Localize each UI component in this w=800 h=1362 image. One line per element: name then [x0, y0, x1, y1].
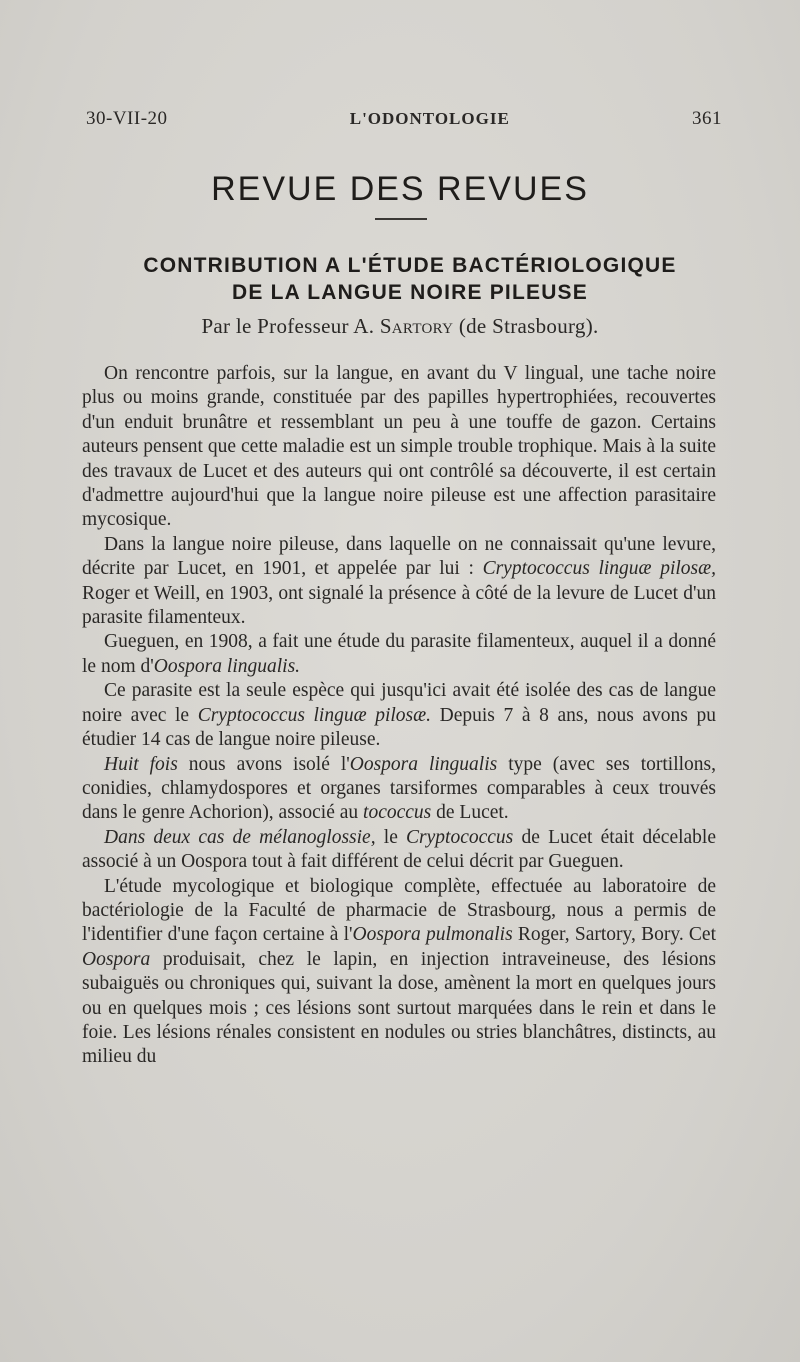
text-run: le: [375, 826, 407, 848]
body-paragraph: [82, 533, 716, 631]
body-paragraph: [82, 679, 716, 752]
body-paragraph: [82, 875, 716, 1070]
text-run: de Lucet était décelable associé à un Oospora tout à fait différent de celui décrit par Gueguen.: [82, 826, 717, 873]
text-run: Gueguen, en 1908, a fait une étude du parasite filamenteux, auquel il a donné le nom d': [82, 631, 716, 677]
italic-run: Oospora: [82, 948, 151, 970]
section-title: REVUE DES REVUES: [211, 170, 589, 208]
text-run: Roger, Sartory, Bory. Cet: [512, 924, 716, 946]
italic-run: Cryptococcus: [406, 826, 514, 848]
body-paragraph: [82, 362, 716, 533]
text-run: On rencontre parfois, sur la langue, en avant du V lingual, une tache noire plus ou moins grande, constituée par des papilles hypertrophiées, recouvertes d'un enduit brunâtre et ressemblant un peu à une touffe de gazon. Certains auteurs pensent que cette maladie est un simple trouble trophique. Mais à la suite des travaux de Lucet et des auteurs qui ont contrôlé sa découverte, il est certain d'admettre aujourd'hui que la langue noire pileuse est une affection parasitaire mycosique.: [82, 363, 716, 531]
article-title-line-1: CONTRIBUTION A L'ÉTUDE BACTÉRIOLOGIQUE: [143, 254, 677, 277]
byline-prefix: Par le Professeur A.: [201, 314, 375, 338]
text-run: nous avons isolé l': [177, 753, 350, 775]
body-paragraph: [82, 753, 716, 826]
body-paragraph: [82, 826, 716, 875]
body-paragraph: [82, 630, 716, 679]
text-run: de Lucet.: [431, 802, 509, 824]
journal-title: L'ODONTOLOGIE: [349, 109, 510, 128]
italic-run: Huit fois: [104, 753, 178, 775]
italic-run: Dans deux cas de mélanoglossie,: [104, 826, 376, 848]
italic-run: tococcus: [363, 802, 432, 824]
running-head: [86, 108, 722, 130]
italic-run: Cryptococcus linguæ pilosæ,: [482, 558, 716, 580]
issue-date: 30-VII-20: [86, 108, 168, 129]
italic-run: Oospora lingualis: [349, 753, 498, 775]
text-run: Depuis 7 à 8 ans, nous avons pu étudier 14 cas de langue noire pileuse.: [82, 704, 716, 751]
text-run: produisait, chez le lapin, en injection intraveineuse, des lésions subaiguës ou chroniques qui, suivant la dose, amènent la mort en quelques jours ou en quelques mois ; ces lésions sont surtout marquées dans le rein et dans le foie. Les lésions rénales consistent en nodules ou stries blanchâtres, distincts, au milieu du: [82, 948, 716, 1068]
title-rule: [375, 218, 427, 220]
text-run: L'étude mycologique et biologique complète, effectuée au laboratoire de bactériologie de la Faculté de pharmacie de Strasbourg, nous a permis de l'identifier d'une façon certaine à l': [82, 875, 716, 946]
article-body: [82, 362, 716, 1070]
italic-run: Oospora pulmonalis: [352, 924, 513, 946]
italic-run: Oospora lingualis.: [153, 655, 301, 677]
text-run: Ce parasite est la seule espèce qui jusqu'ici avait été isolée des cas de langue noire avec le: [82, 680, 716, 726]
text-run: Dans la langue noire pileuse, dans laquelle on ne connaissait qu'une levure, décrite par Lucet, en 1901, et appelée par lui :: [82, 533, 716, 580]
article-title-line-2: DE LA LANGUE NOIRE PILEUSE: [232, 281, 588, 304]
text-run: type (avec ses tortillons, conidies, chlamydospores et organes tarsiformes comparables à ceux trouvés dans le genre Achorion), associé au: [82, 753, 716, 824]
article-title: [70, 252, 750, 306]
byline-author: Sartory: [379, 314, 454, 338]
italic-run: Cryptococcus linguæ pilosæ.: [197, 704, 432, 726]
text-run: Roger et Weill, en 1903, ont signalé la présence à côté de la levure de Lucet d'un parasite filamenteux.: [82, 582, 716, 629]
byline: [0, 314, 800, 339]
byline-suffix: (de Strasbourg).: [458, 314, 599, 338]
page-number: 361: [692, 108, 722, 129]
